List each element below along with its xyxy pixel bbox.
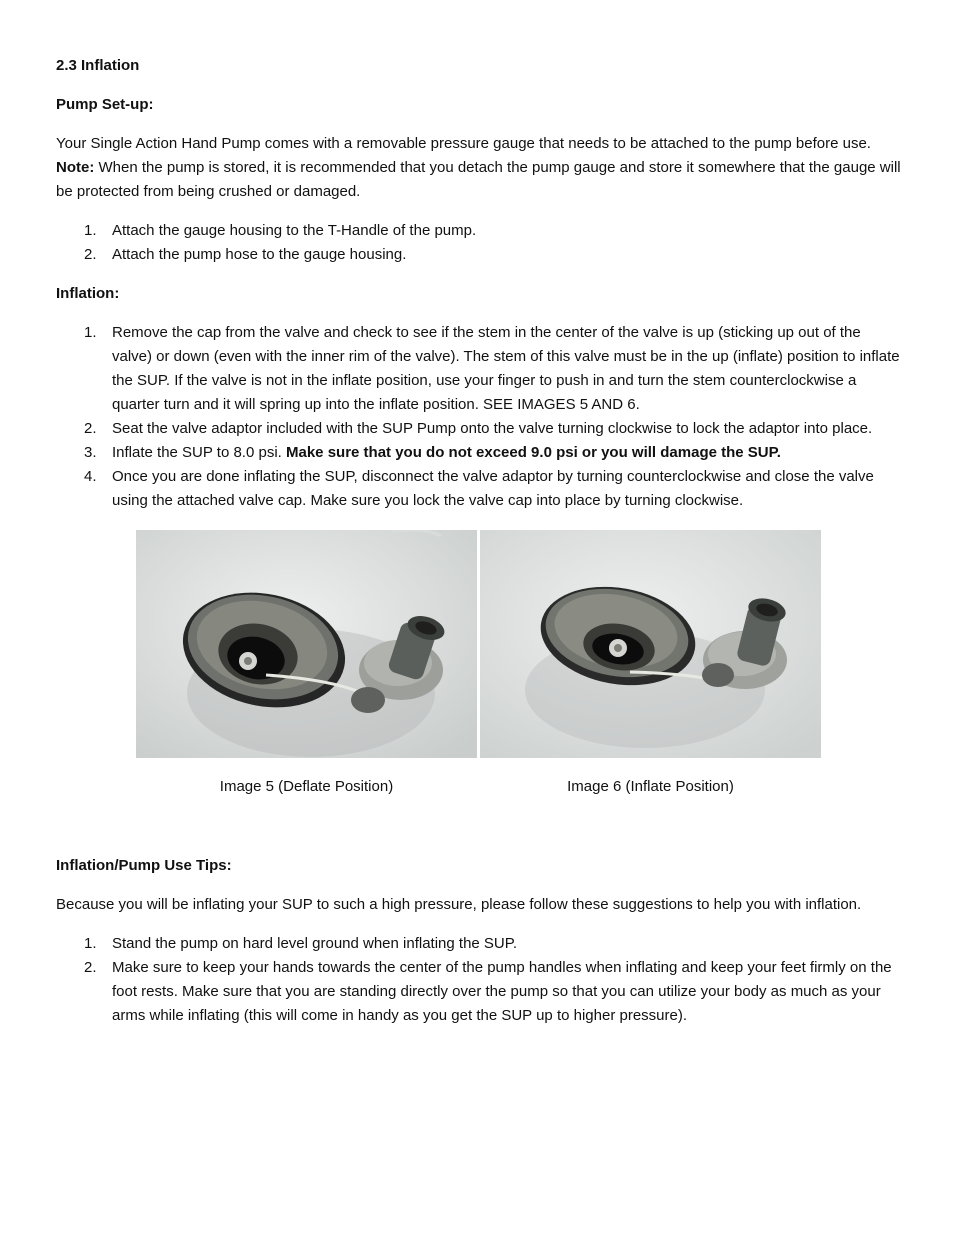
list-item — [56, 243, 901, 267]
list-item-text: Stand the pump on hard level ground when inflating the SUP. — [112, 935, 517, 952]
list-item-text: Attach the gauge housing to the T-Handle of the pump. — [112, 222, 477, 239]
image-6-inflate-photo — [480, 530, 821, 758]
list-number: 1. — [84, 222, 97, 239]
warning-text: Make sure that you do not exceed 9.0 psi or you will damage the SUP. — [286, 444, 781, 461]
list-item — [56, 417, 901, 441]
pump-setup-heading: Pump Set-up: — [56, 96, 154, 113]
pump-setup-note-text: When the pump is stored, it is recommended that you detach the pump gauge and store it somewhere that the gauge will be protected from being crushed or damaged. — [56, 159, 901, 200]
list-item-text: Once you are done inflating the SUP, disconnect the valve adaptor by turning counterclockwise and close the valve using the attached valve cap. Make sure you lock the valve cap into place by turning clockwise. — [112, 468, 874, 509]
image-5-deflate-photo — [136, 530, 477, 758]
list-item — [56, 465, 901, 513]
list-number: 1. — [84, 324, 97, 341]
list-number: 2. — [84, 959, 97, 976]
list-item-text: Inflate the SUP to 8.0 psi. — [112, 444, 286, 461]
list-number: 4. — [84, 468, 97, 485]
pump-setup-paragraph — [56, 132, 901, 204]
list-item-text: Seat the valve adaptor included with the SUP Pump onto the valve turning clockwise to lock the adaptor into place. — [112, 420, 873, 437]
inflation-steps — [56, 321, 901, 513]
list-item — [56, 956, 901, 1028]
list-item — [56, 219, 901, 243]
list-number: 1. — [84, 935, 97, 952]
pump-setup-intro-text: Your Single Action Hand Pump comes with a removable pressure gauge that needs to be attached to the pump before use. — [56, 135, 871, 152]
list-item-text: Make sure to keep your hands towards the center of the pump handles when inflating and keep your feet firmly on the foot rests. Make sure that you are standing directly over the pump so that you can utilize your body as much as your arms while inflating (this will come in handy as you get the SUP up to higher pressure). — [112, 959, 892, 1024]
tips-heading: Inflation/Pump Use Tips: — [56, 857, 232, 874]
image-captions — [136, 775, 901, 799]
section-title: 2.3 Inflation — [56, 57, 140, 74]
valve-images — [136, 530, 901, 758]
pump-setup-steps — [56, 219, 901, 267]
list-number: 2. — [84, 246, 97, 263]
list-item — [56, 321, 901, 417]
image-5-caption: Image 5 (Deflate Position) — [219, 778, 394, 795]
note-label: Note: — [56, 159, 95, 176]
list-number: 3. — [84, 444, 97, 461]
document-page — [56, 54, 901, 1028]
list-item — [56, 441, 901, 465]
tips-steps — [56, 932, 901, 1028]
list-item-text: Attach the pump hose to the gauge housing. — [112, 246, 407, 263]
tips-intro: Because you will be inflating your SUP to such a high pressure, please follow these suggestions to help you with inflation. — [56, 896, 862, 913]
list-item-text: Remove the cap from the valve and check to see if the stem in the center of the valve is up (sticking up out of the valve) or down (even with the inner rim of the valve). The stem of this valve must be in the up (inflate) position to inflate the SUP. If the valve is not in the inflate position, use your finger to push in and turn the stem counterclockwise a quarter turn and it will spring up into the inflate position. SEE IMAGES 5 AND 6. — [112, 324, 900, 413]
image-6-caption: Image 6 (Inflate Position) — [567, 778, 734, 795]
inflation-heading: Inflation: — [56, 285, 120, 302]
list-number: 2. — [84, 420, 97, 437]
list-item — [56, 932, 901, 956]
